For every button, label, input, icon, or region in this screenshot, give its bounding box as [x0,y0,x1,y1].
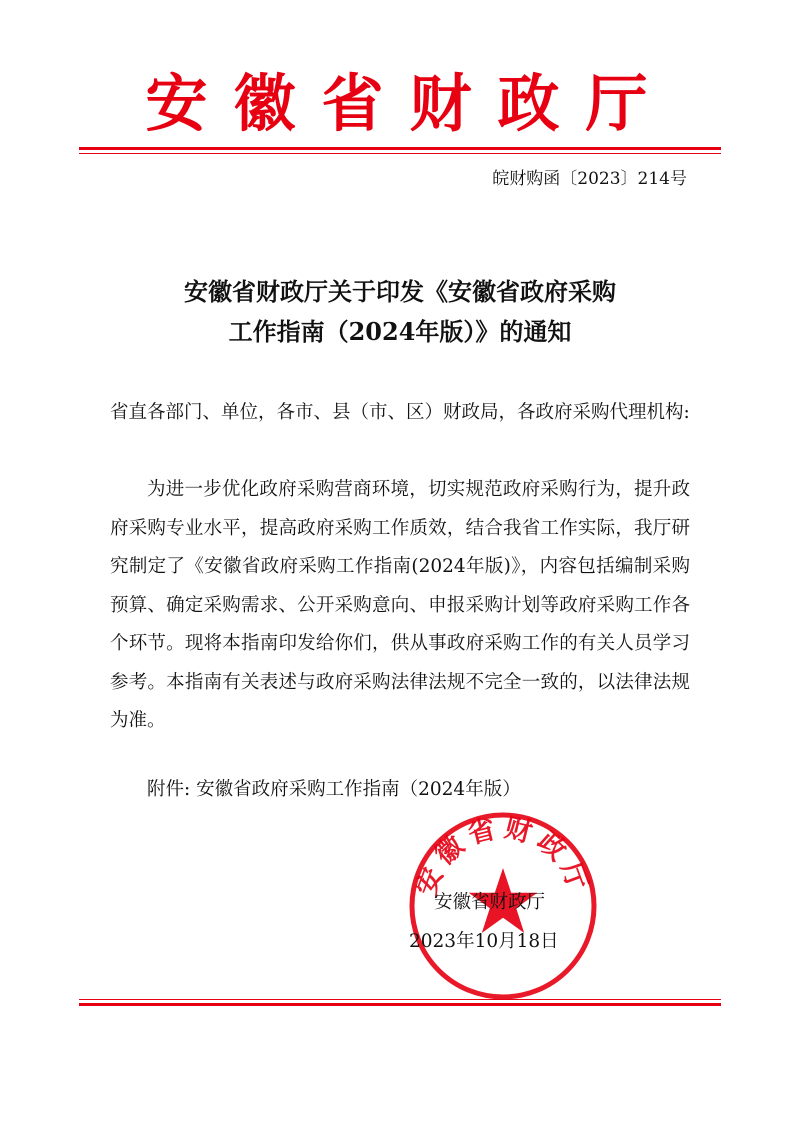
document-title-line-1: 安徽省财政厅关于印发《安徽省政府采购 [184,277,616,306]
salutation: 省直各部门、单位，各市、县（市、区）财政局，各政府采购代理机构: [110,402,690,423]
seal-text: 安徽省财政厅 [410,812,596,900]
issue-date: 2023年10月18日 [409,931,559,952]
document-title [79,272,721,352]
document-number: 皖财购函〔2023〕214号 [492,169,687,189]
body-paragraph: 为进一步优化政府采购营商环境，切实规范政府采购行为，提升政府采购专业水平，提高政府采购工作质效，结合我省工作实际，我厅研究制定了《安徽省政府采购工作指南(2024年版)》，内容包括编制采购预算、确定采购需求、公开采购意向、申报采购计划等政府采购工作各个环节。现将本指南印发给你们，供从事政府采购工作的有关人员学习参考。本指南有关表述与政府采购法律法规不完全一致的，以法律法规为准。 [110,479,690,731]
letterhead-rule-top [79,147,721,150]
letterhead-title: 安徽省财政厅 [145,67,674,140]
attachment-line: 附件: 安徽省政府采购工作指南（2024年版） [147,779,521,800]
issuer-name: 安徽省财政厅 [434,892,546,913]
document-title-line-2: 工作指南（2024年版）》的通知 [228,317,572,346]
footer-rule-bottom [79,1003,721,1006]
letterhead-rule-bottom [79,153,721,154]
footer-rule-top [79,999,721,1000]
